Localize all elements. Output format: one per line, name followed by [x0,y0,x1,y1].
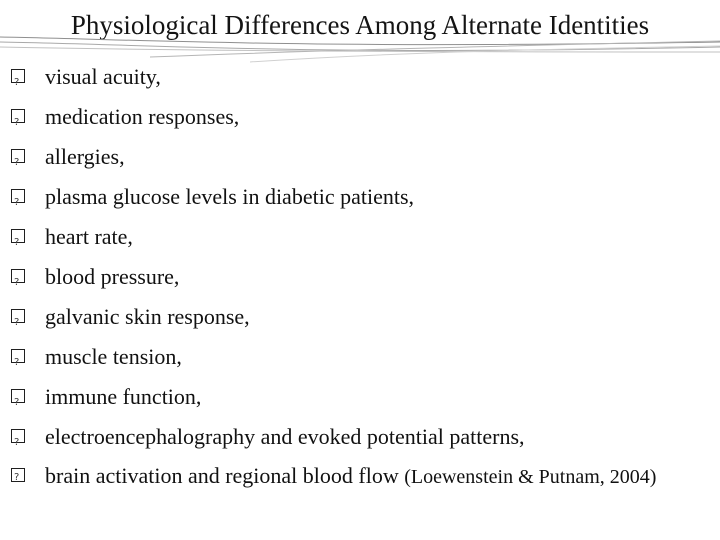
list-item-text: immune function, [45,384,202,409]
list-item-text: galvanic skin response, [45,304,250,329]
list-item-text: visual acuity, [45,64,161,89]
slide-title: Physiological Differences Among Alternate Identities [70,10,650,40]
list-item-text: plasma glucose levels in diabetic patients, [45,184,415,209]
missing-glyph-box-icon [11,189,25,203]
list-item-text: allergies, [45,144,125,169]
list-item-text: brain activation and regional blood flow [45,463,405,488]
bullet-list [10,58,715,538]
list-item [10,258,715,298]
list-item [10,98,715,138]
list-item [10,298,715,338]
missing-glyph-box-icon [11,149,25,163]
missing-glyph-box-icon [11,389,25,403]
list-item [10,178,715,218]
list-item-text: blood pressure, [45,264,180,289]
missing-glyph-box-icon [11,229,25,243]
list-item [10,138,715,178]
list-item-text: muscle tension, [45,344,182,369]
missing-glyph-box-icon [11,429,25,443]
list-item [10,418,715,458]
missing-glyph-box-icon [11,309,25,323]
list-item-text: electroencephalography and evoked potential patterns, [45,424,525,449]
missing-glyph-box-icon [11,269,25,283]
list-item [10,218,715,258]
missing-glyph-box-icon [11,69,25,83]
missing-glyph-box-icon [11,349,25,363]
list-item [10,458,715,538]
missing-glyph-box-icon [11,109,25,123]
list-item [10,338,715,378]
list-item [10,378,715,418]
list-item-text: heart rate, [45,224,133,249]
list-item-text: medication responses, [45,104,240,129]
list-item [10,58,715,98]
missing-glyph-box-icon [11,468,25,482]
citation-text: (Loewenstein & Putnam, 2004) [404,466,657,488]
